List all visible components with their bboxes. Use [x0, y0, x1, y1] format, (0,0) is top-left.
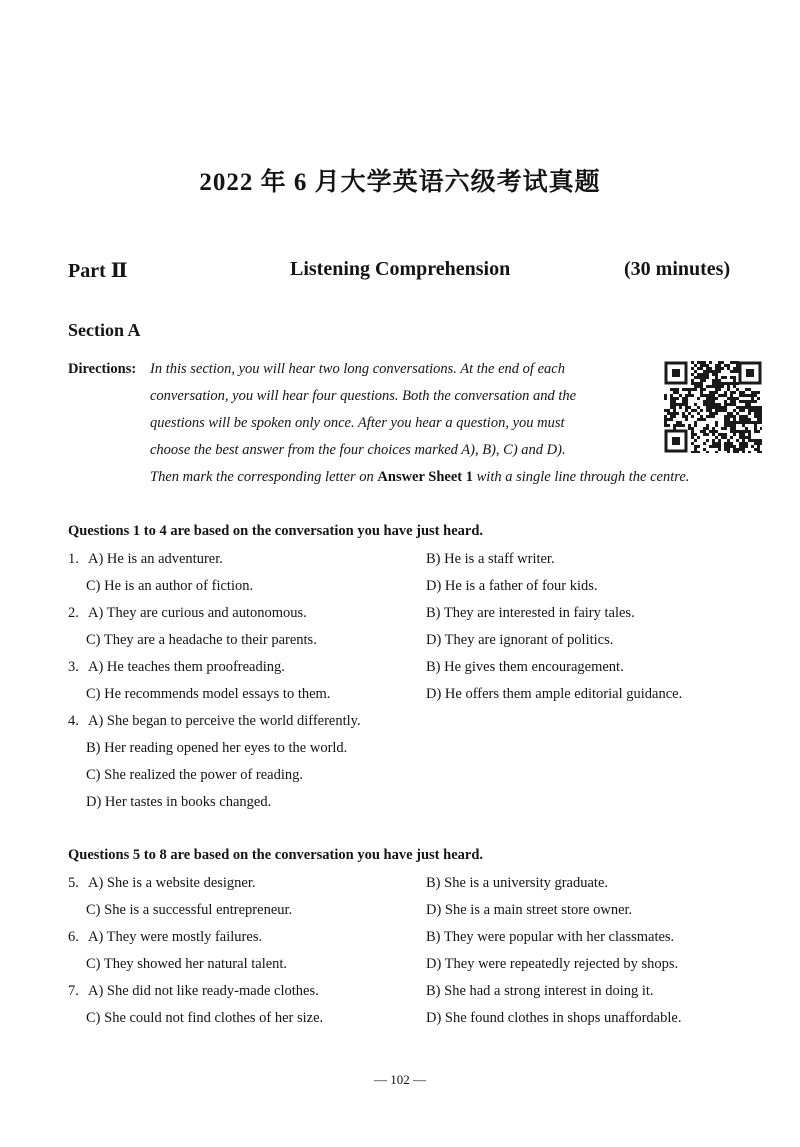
directions-line: conversation, you will hear four questions. Both the conversation and the: [150, 388, 577, 404]
option-text: A) She began to perceive the world differently.: [88, 713, 361, 729]
directions-text: Then mark the corresponding letter on: [150, 469, 378, 485]
question-7-option-a: [68, 983, 319, 1000]
question-group-heading: Questions 1 to 4 are based on the conversation you have just heard.: [68, 523, 484, 539]
question-6-option-c: C) They showed her natural talent.: [86, 956, 288, 972]
page-number: — 102 —: [374, 1072, 426, 1087]
page-title: 2022 年 6 月大学英语六级考试真题: [199, 169, 601, 196]
question-group-heading: Questions 5 to 8 are based on the conversation you have just heard.: [68, 847, 484, 863]
question-1-option-c: C) He is an author of fiction.: [86, 578, 254, 594]
option-text: A) He is an adventurer.: [88, 551, 223, 567]
question-1-option-b: B) He is a staff writer.: [426, 551, 555, 567]
section-heading: Section A: [68, 320, 141, 340]
question-number: 3.: [68, 659, 79, 675]
question-7-option-d: D) She found clothes in shops unaffordable.: [426, 1010, 682, 1026]
question-number: 2.: [68, 605, 79, 621]
question-1-option-a: [68, 551, 223, 568]
question-6-option-d: D) They were repeatedly rejected by shops.: [426, 956, 679, 972]
question-1-option-d: D) He is a father of four kids.: [426, 578, 598, 594]
question-number: 1.: [68, 551, 79, 567]
question-2-option-b: B) They are interested in fairy tales.: [426, 605, 635, 621]
question-3-option-c: C) He recommends model essays to them.: [86, 686, 331, 702]
question-7-option-c: C) She could not find clothes of her size.: [86, 1010, 324, 1026]
answer-sheet-label: Answer Sheet 1: [377, 469, 473, 485]
question-number: 6.: [68, 929, 79, 945]
question-5-option-b: B) She is a university graduate.: [426, 875, 609, 891]
part-time: (30 minutes): [624, 258, 731, 280]
question-number: 5.: [68, 875, 79, 891]
question-3-option-d: D) He offers them ample editorial guidance.: [426, 686, 683, 702]
option-text: A) They are curious and autonomous.: [88, 605, 307, 621]
question-4-option-a: [68, 713, 361, 730]
directions-line: In this section, you will hear two long conversations. At the end of each: [150, 361, 565, 377]
question-5-option-c: C) She is a successful entrepreneur.: [86, 902, 293, 918]
question-7-option-b: B) She had a strong interest in doing it.: [426, 983, 654, 999]
directions-line: choose the best answer from the four choices marked A), B), C) and D).: [150, 442, 566, 458]
question-4-option-c: C) She realized the power of reading.: [86, 767, 304, 783]
question-6-option-b: B) They were popular with her classmates.: [426, 929, 675, 945]
question-5-option-a: [68, 875, 256, 892]
part-name: Listening Comprehension: [290, 258, 511, 280]
option-text: A) She did not like ready-made clothes.: [88, 983, 319, 999]
directions-label: Directions:: [68, 361, 137, 377]
question-4-option-d: D) Her tastes in books changed.: [86, 794, 272, 810]
question-3-option-a: [68, 659, 285, 676]
question-number: 7.: [68, 983, 79, 999]
directions-line: questions will be spoken only once. After you hear a question, you must: [150, 415, 565, 431]
question-number: 4.: [68, 713, 79, 729]
directions-last-line: [150, 469, 689, 486]
question-5-option-d: D) She is a main street store owner.: [426, 902, 633, 918]
option-text: A) She is a website designer.: [88, 875, 256, 891]
question-4-option-b: B) Her reading opened her eyes to the world.: [86, 740, 348, 756]
directions-text: with a single line through the centre.: [473, 469, 690, 485]
qr-code-icon: [664, 361, 762, 453]
question-3-option-b: B) He gives them encouragement.: [426, 659, 624, 675]
question-2-option-a: [68, 605, 307, 622]
part-label: Part Ⅱ: [68, 260, 128, 282]
question-6-option-a: [68, 929, 262, 946]
question-2-option-d: D) They are ignorant of politics.: [426, 632, 614, 648]
option-text: A) They were mostly failures.: [88, 929, 263, 945]
option-text: A) He teaches them proofreading.: [88, 659, 285, 675]
question-2-option-c: C) They are a headache to their parents.: [86, 632, 317, 648]
